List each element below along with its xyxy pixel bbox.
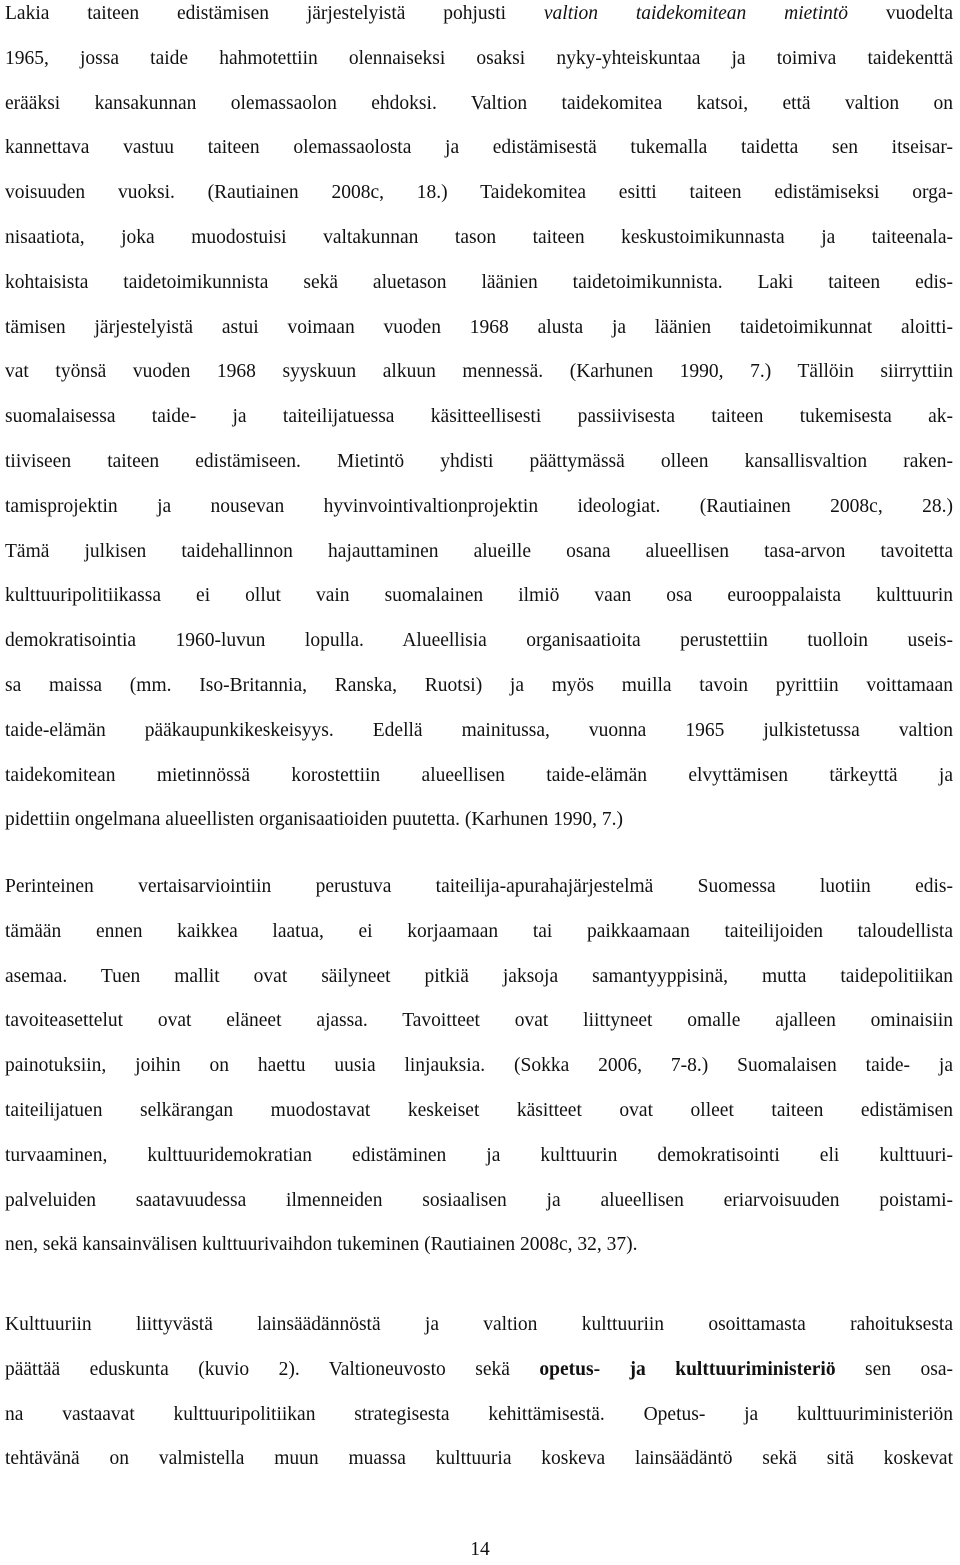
- text-line: 1965, jossa taide hahmotettiin olennaiseksi osaksi nyky-yhteiskuntaa ja toimiva taidekenttä: [5, 47, 953, 69]
- text-line: tehtävänä on valmistella muun muassa kulttuuria koskeva lainsäädäntö sekä sitä koskevat: [5, 1448, 953, 1470]
- text-line: asemaa. Tuen mallit ovat säilyneet pitkiä jaksoja samantyyppisinä, mutta taidepolitiikan: [5, 965, 953, 987]
- text-line: kannettava vastuu taiteen olemassaolosta ja edistämisestä tukemalla taidetta sen itseisar-: [5, 137, 953, 159]
- text-line: tamisprojektin ja nousevan hyvinvointivaltionprojektin ideologiat. (Rautiainen 2008c, 28.): [5, 495, 953, 517]
- text-line: turvaaminen, kulttuuridemokratian edistäminen ja kulttuurin demokratisointi eli kulttuuri-: [5, 1144, 953, 1166]
- text-line: voisuuden vuoksi. (Rautiainen 2008c, 18.) Taidekomitea esitti taiteen edistämiseksi orga-: [5, 182, 953, 204]
- bold-term: opetus- ja kulttuuriministeriö: [539, 1358, 836, 1380]
- text-line: nen, sekä kansainvälisen kulttuurivaihdon tukeminen (Rautiainen 2008c, 32, 37).: [5, 1234, 638, 1256]
- text-line: päättää eduskunta (kuvio 2). Valtioneuvosto sekä opetus- ja kulttuuriministeriö sen osa-: [5, 1358, 953, 1380]
- text-line: kulttuuripolitiikassa ei ollut vain suomalainen ilmiö vaan osa eurooppalaista kulttuurin: [5, 585, 953, 607]
- page-number: 14: [470, 1539, 490, 1560]
- text-line: Lakia taiteen edistämisen järjestelyistä pohjusti valtion taidekomitean mietintö vuodelta: [5, 3, 953, 24]
- paragraph-taidekomitea: [5, 0, 953, 843]
- text-line: pidettiin ongelmana alueellisten organisaatioiden puutetta. (Karhunen 1990, 7.): [5, 809, 624, 831]
- text-line: vat työnsä vuoden 1968 syyskuun alkuun mennessä. (Karhunen 1990, 7.) Tällöin siirryttiin: [5, 361, 953, 383]
- text-line: painotuksiin, joihin on haettu uusia linjauksia. (Sokka 2006, 7-8.) Suomalaisen taide- ja: [5, 1055, 953, 1077]
- text-line: tiiviseen taiteen edistämiseen. Mietintö yhdisti päättymässä olleen kansallisvaltion raken-: [5, 450, 953, 472]
- text-line: Perinteinen vertaisarviointiin perustuva taiteilija-apurahajärjestelmä Suomessa luotiin edis-: [5, 876, 953, 897]
- text-line: taiteilijatuen selkärangan muodostavat keskeiset käsitteet ovat olleet taiteen edistämisen: [5, 1099, 953, 1121]
- text-line: tämään ennen kaikkea laatua, ei korjaamaan tai paikkaamaan taiteilijoiden taloudellista: [5, 920, 953, 942]
- text-line: demokratisointia 1960-luvun lopulla. Alueellisia organisaatioita perustettiin tuolloin useis-: [5, 630, 953, 652]
- text-line: Kulttuuriin liittyvästä lainsäädännöstä ja valtion kulttuuriin osoittamasta rahoituksesta: [5, 1314, 953, 1335]
- italic-title: valtion taidekomitean mietintö: [543, 3, 849, 24]
- text-line: taidekomitean mietinnössä korostettiin alueellisen taide-elämän elvyttämisen tärkeyttä ja: [5, 764, 953, 786]
- text-line: taide-elämän pääkaupunkikeskeisyys. Edellä mainitussa, vuonna 1965 julkistetussa valtion: [5, 719, 953, 741]
- text-line: Tämä julkisen taidehallinnon hajauttaminen alueille osana alueellisen tasa-arvon tavoitetta: [5, 540, 953, 562]
- paragraph-lainsaadanto: [5, 1303, 953, 1482]
- text-line: sa maissa (mm. Iso-Britannia, Ranska, Ruotsi) ja myös muilla tavoin pyrittiin voittamaan: [5, 674, 953, 696]
- paragraph-apurahajarjestelma: [5, 865, 953, 1268]
- text-line: na vastaavat kulttuuripolitiikan strategisesta kehittämisestä. Opetus- ja kulttuuriministeriön: [5, 1403, 953, 1425]
- text-line: kohtaisista taidetoimikunnista sekä aluetason läänien taidetoimikunnista. Laki taiteen edis-: [5, 271, 953, 293]
- text-line: suomalaisessa taide- ja taiteilijatuessa käsitteellisesti passiivisesta taiteen tukemisesta ak-: [5, 406, 953, 428]
- text-line: erääksi kansakunnan olemassaolon ehdoksi. Valtion taidekomitea katsoi, että valtion on: [5, 92, 953, 114]
- text-line: palveluiden saatavuudessa ilmenneiden sosiaalisen ja alueellisen eriarvoisuuden poistami-: [5, 1189, 953, 1211]
- text-line: tämisen järjestelyistä astui voimaan vuoden 1968 alusta ja läänien taidetoimikunnat aloitti-: [5, 316, 953, 338]
- text-line: nisaatiota, joka muodostuisi valtakunnan tason taiteen keskustoimikunnasta ja taiteenala-: [5, 226, 953, 248]
- text-line: tavoiteasettelut ovat eläneet ajassa. Tavoitteet ovat liittyneet omalle ajalleen ominaisiin: [5, 1010, 953, 1032]
